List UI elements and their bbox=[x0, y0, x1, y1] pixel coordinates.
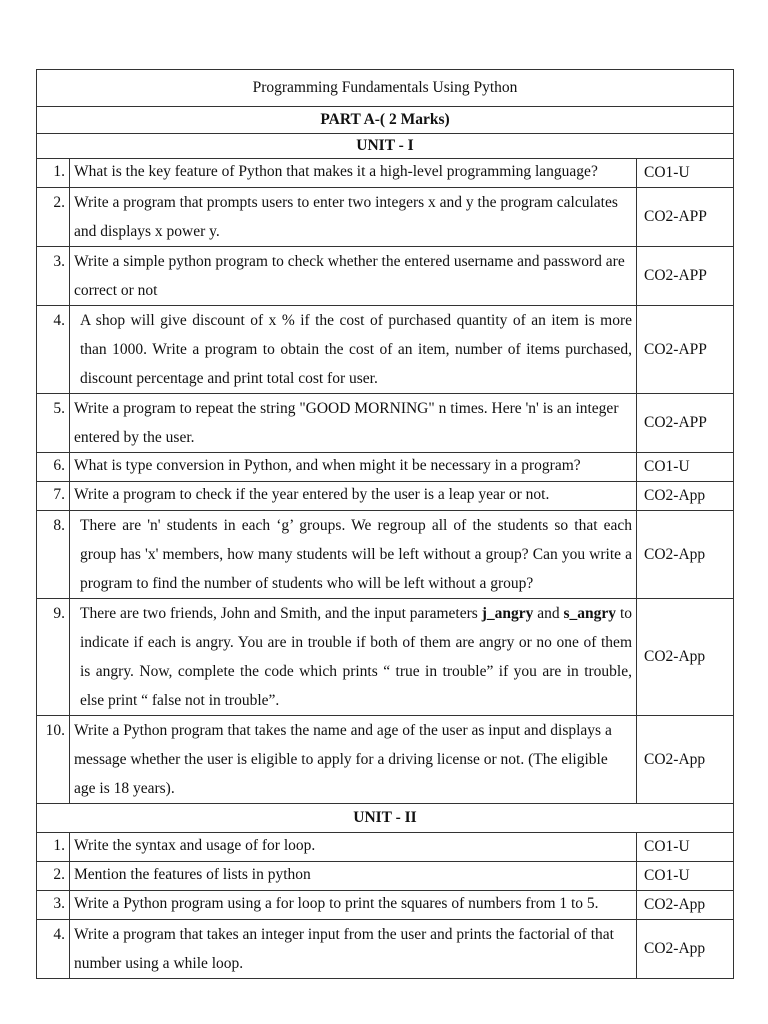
course-outcome: CO2-APP bbox=[637, 247, 734, 306]
question-row bbox=[37, 920, 734, 979]
part-row bbox=[37, 107, 734, 134]
course-outcome: CO2-App bbox=[637, 482, 734, 511]
question-text: A shop will give discount of x % if the cost of purchased quantity of an item is more than 1000. Write a program to obtain the cost of an item, number of items purchased, discount percentage and print total cost for user. bbox=[70, 306, 637, 394]
part-heading: PART A-( 2 Marks) bbox=[37, 107, 734, 134]
question-text: Write a program that prompts users to enter two integers x and y the program calculates and displays x power y. bbox=[70, 188, 637, 247]
question-number: 3. bbox=[37, 891, 70, 920]
question-text: Write a program that takes an integer input from the user and prints the factorial of that number using a while loop. bbox=[70, 920, 637, 979]
course-outcome: CO2-APP bbox=[637, 188, 734, 247]
question-number: 9. bbox=[37, 599, 70, 716]
question-row bbox=[37, 833, 734, 862]
unit-row bbox=[37, 134, 734, 159]
question-row bbox=[37, 394, 734, 453]
question-number: 2. bbox=[37, 862, 70, 891]
course-outcome: CO2-APP bbox=[637, 394, 734, 453]
course-outcome: CO2-APP bbox=[637, 306, 734, 394]
question-number: 4. bbox=[37, 920, 70, 979]
question-text: Mention the features of lists in python bbox=[70, 862, 637, 891]
question-text: What is the key feature of Python that makes it a high-level programming language? bbox=[70, 159, 637, 188]
unit-row bbox=[37, 804, 734, 833]
question-number: 2. bbox=[37, 188, 70, 247]
question-text: Write the syntax and usage of for loop. bbox=[70, 833, 637, 862]
question-number: 6. bbox=[37, 453, 70, 482]
question-text: Write a program to repeat the string "GOOD MORNING" n times. Here 'n' is an integer entered by the user. bbox=[70, 394, 637, 453]
question-row bbox=[37, 482, 734, 511]
question-text-part: and bbox=[533, 605, 564, 622]
question-text bbox=[70, 599, 637, 716]
question-row bbox=[37, 891, 734, 920]
question-text: Write a simple python program to check whether the entered username and password are correct or not bbox=[70, 247, 637, 306]
question-table bbox=[36, 69, 734, 979]
course-outcome: CO1-U bbox=[637, 453, 734, 482]
question-row bbox=[37, 306, 734, 394]
question-number: 8. bbox=[37, 511, 70, 599]
course-outcome: CO1-U bbox=[637, 833, 734, 862]
course-outcome: CO2-App bbox=[637, 891, 734, 920]
param-s-angry: s_angry bbox=[563, 605, 617, 622]
question-text: What is type conversion in Python, and when might it be necessary in a program? bbox=[70, 453, 637, 482]
question-text: Write a Python program that takes the name and age of the user as input and displays a message whether the user is eligible to apply for a driving license or not. (The eligible age is 18 years). bbox=[70, 716, 637, 804]
question-number: 7. bbox=[37, 482, 70, 511]
question-text: Write a Python program using a for loop to print the squares of numbers from 1 to 5. bbox=[70, 891, 637, 920]
question-row bbox=[37, 511, 734, 599]
question-row bbox=[37, 862, 734, 891]
question-number: 1. bbox=[37, 159, 70, 188]
course-outcome: CO2-App bbox=[637, 511, 734, 599]
question-text-part: to indicate if each is angry. You are in trouble if both of them are angry or no one of them is angry. Now, complete the code which prints “ true in trouble” if you are in trouble, else print “ false not in trouble”. bbox=[80, 605, 633, 709]
question-number: 1. bbox=[37, 833, 70, 862]
course-outcome: CO2-App bbox=[637, 920, 734, 979]
question-number: 10. bbox=[37, 716, 70, 804]
question-text-part: There are two friends, John and Smith, and the input parameters bbox=[80, 605, 482, 622]
question-row bbox=[37, 188, 734, 247]
question-row bbox=[37, 159, 734, 188]
unit-heading: UNIT - II bbox=[37, 804, 734, 833]
question-number: 3. bbox=[37, 247, 70, 306]
course-outcome: CO2-App bbox=[637, 716, 734, 804]
question-number: 5. bbox=[37, 394, 70, 453]
course-outcome: CO2-App bbox=[637, 599, 734, 716]
question-text: There are 'n' students in each ‘g’ groups. We regroup all of the students so that each group has 'x' members, how many students will be left without a group? Can you write a program to find the number of students who will be left without a group? bbox=[70, 511, 637, 599]
question-number: 4. bbox=[37, 306, 70, 394]
unit-heading: UNIT - I bbox=[37, 134, 734, 159]
course-outcome: CO1-U bbox=[637, 159, 734, 188]
question-row bbox=[37, 599, 734, 716]
document-title: Programming Fundamentals Using Python bbox=[37, 70, 734, 107]
course-outcome: CO1-U bbox=[637, 862, 734, 891]
question-row bbox=[37, 716, 734, 804]
question-row bbox=[37, 247, 734, 306]
question-row bbox=[37, 453, 734, 482]
param-j-angry: j_angry bbox=[481, 605, 534, 622]
question-text: Write a program to check if the year entered by the user is a leap year or not. bbox=[70, 482, 637, 511]
title-row bbox=[37, 70, 734, 107]
